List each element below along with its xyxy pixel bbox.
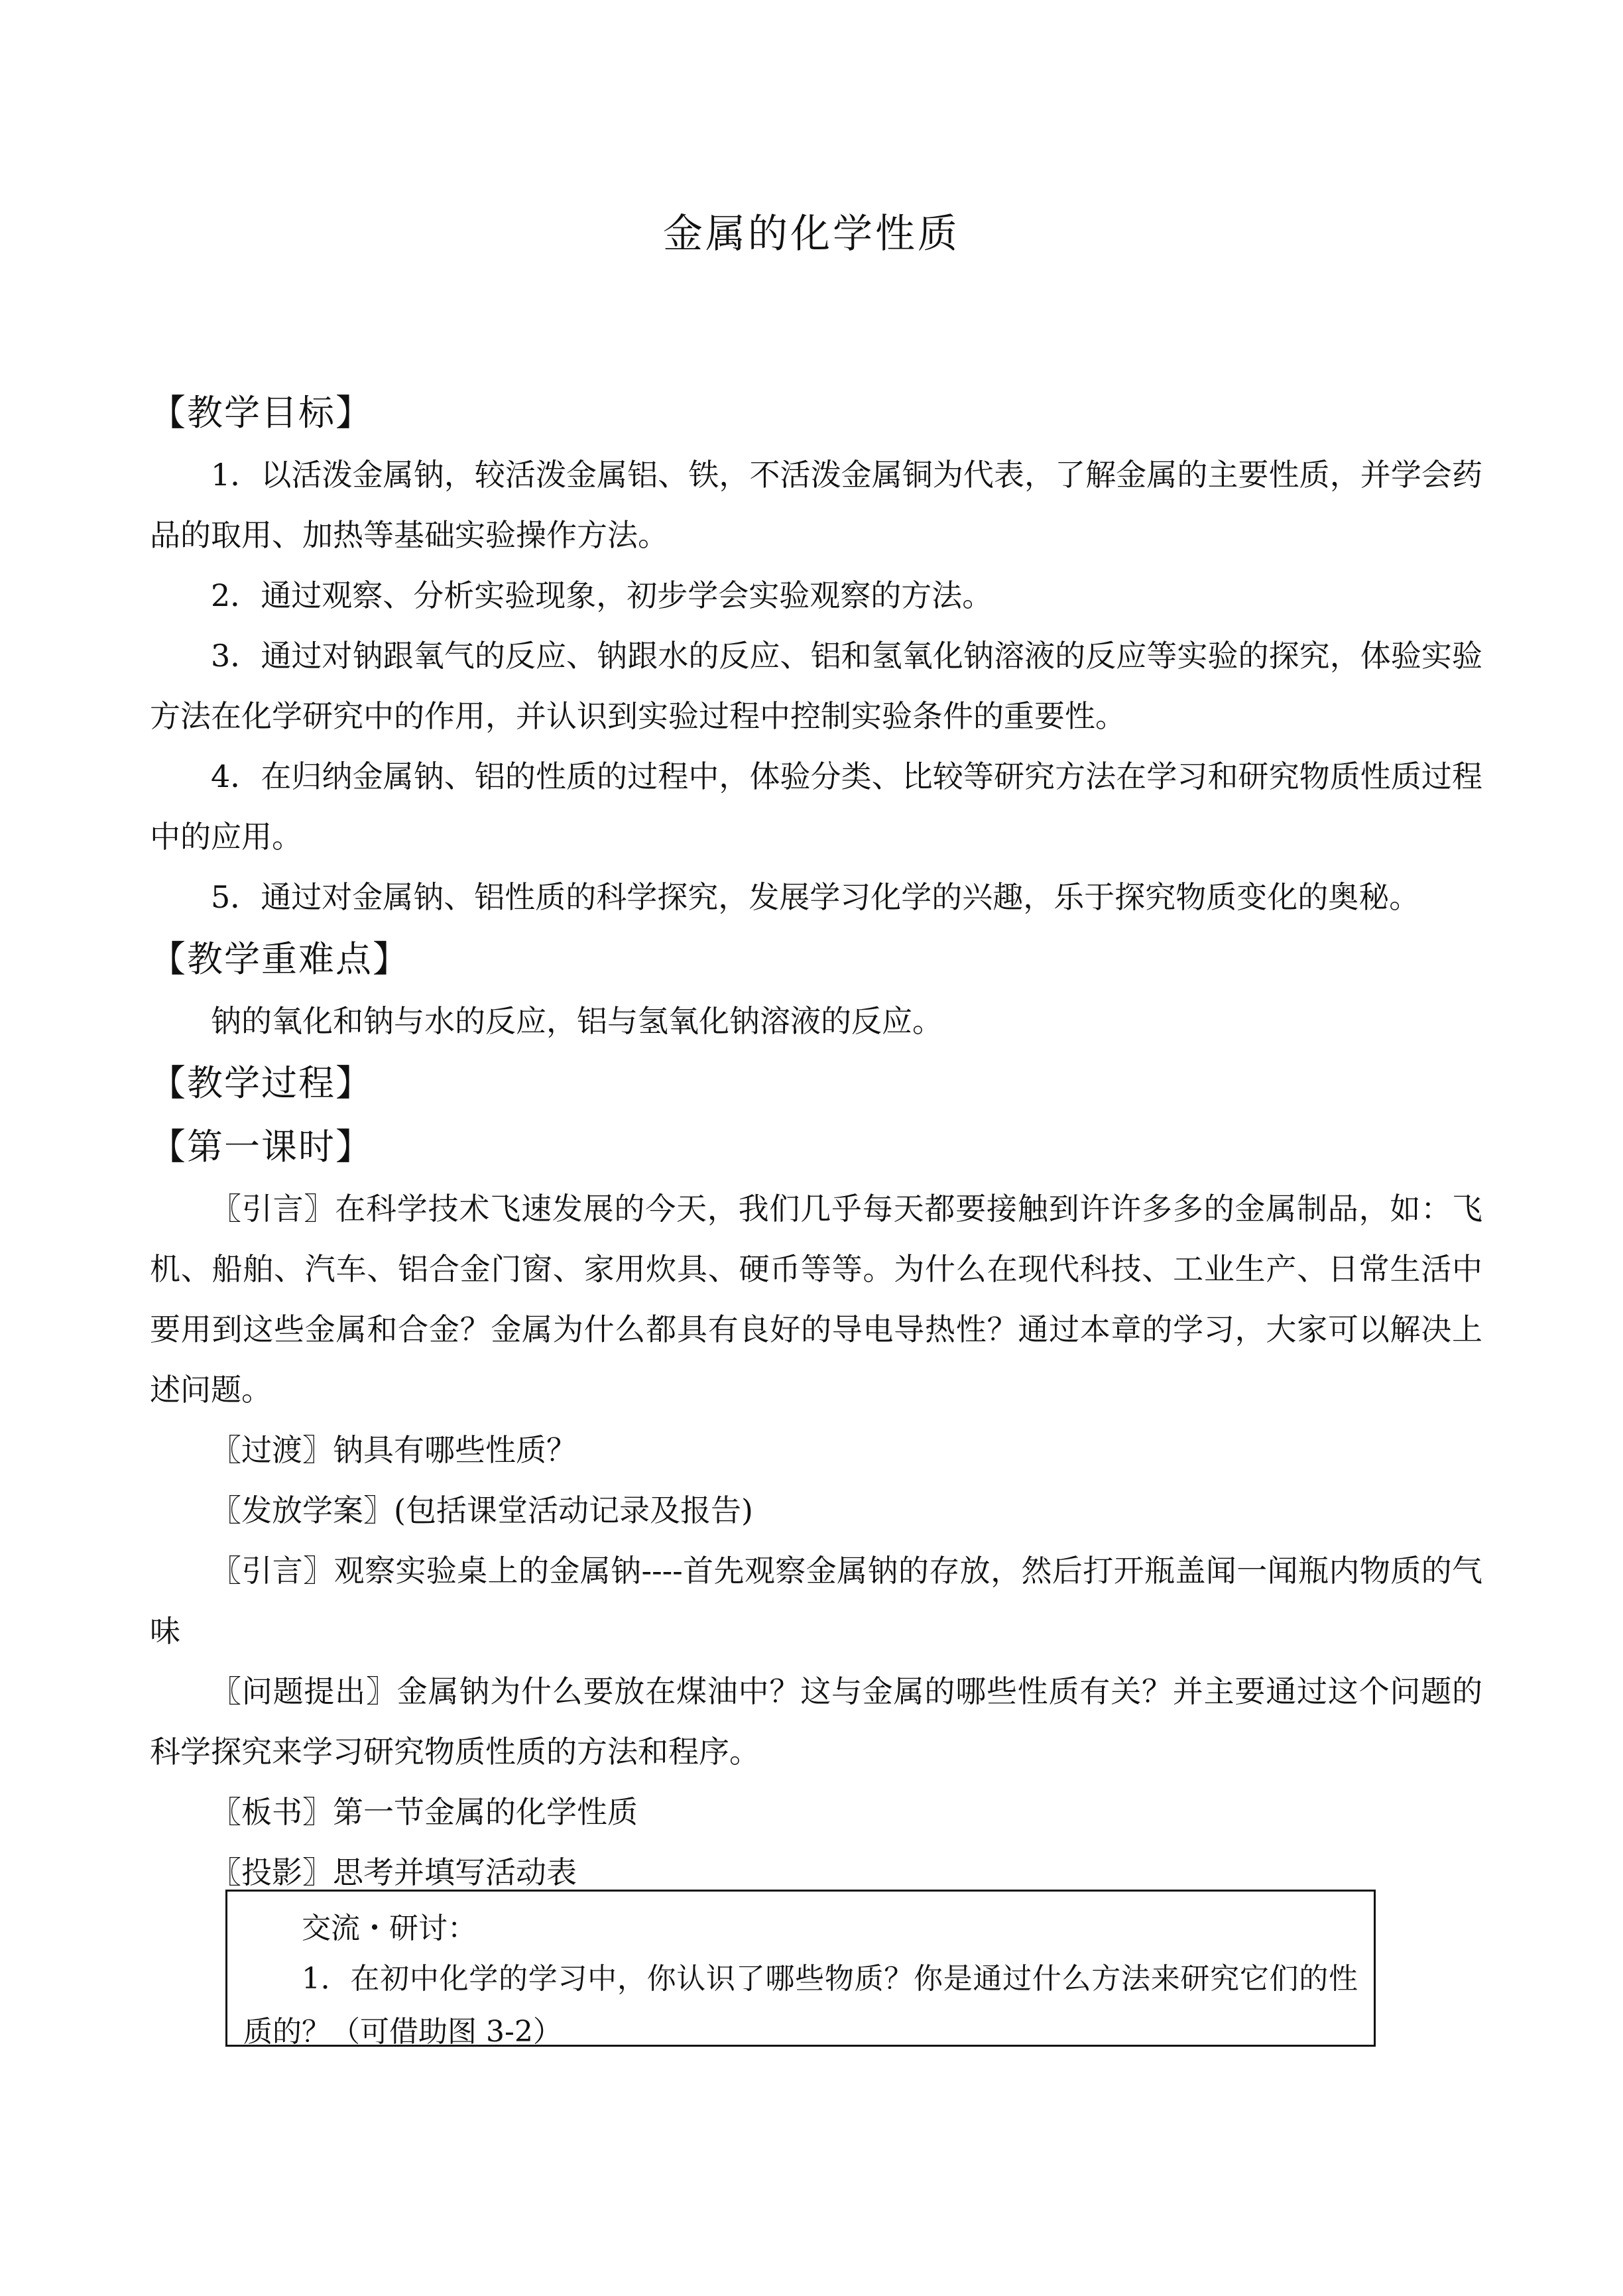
document-body bbox=[150, 381, 1482, 1903]
lesson-paragraph-board: 〖板书〗第一节金属的化学性质 bbox=[211, 1794, 638, 1830]
discussion-box-text: 1．在初中化学的学习中，你认识了哪些物质？你是通过什么方法来研究它们的性质的？（可借助图 3-2） bbox=[243, 1962, 1358, 2049]
discussion-box-title: 交流・研讨： bbox=[302, 1911, 477, 1945]
goal-item-3: 3．通过对钠跟氧气的反应、钠跟水的反应、铝和氢氧化钠溶液的反应等实验的探究，体验实验方法在化学研究中的作用，并认识到实验过程中控制实验条件的重要性。 bbox=[150, 638, 1482, 734]
section-heading-key-points: 【教学重难点】 bbox=[150, 938, 410, 980]
key-points-text: 钠的氧化和钠与水的反应，铝与氢氧化钠溶液的反应。 bbox=[211, 1003, 943, 1039]
lesson-paragraph-question: 〖问题提出〗金属钠为什么要放在煤油中？这与金属的哪些性质有关？并主要通过这个问题的科学探究来学习研究物质性质的方法和程序。 bbox=[150, 1673, 1482, 1770]
lesson-paragraph-projection: 〖投影〗思考并填写活动表 bbox=[211, 1854, 577, 1890]
goal-item-1: 1．以活泼金属钠，较活泼金属铝、铁，不活泼金属铜为代表，了解金属的主要性质，并学会药品的取用、加热等基础实验操作方法。 bbox=[150, 457, 1482, 553]
goal-item-5: 5．通过对金属钠、铝性质的科学探究，发展学习化学的兴趣，乐于探究物质变化的奥秘。 bbox=[211, 879, 1420, 915]
lesson-paragraph-handout: 〖发放学案〗(包括课堂活动记录及报告) bbox=[211, 1492, 753, 1528]
section-heading-process: 【教学过程】 bbox=[150, 1062, 373, 1104]
lesson-paragraph-observe: 〖引言〗观察实验桌上的金属钠----首先观察金属钠的存放，然后打开瓶盖闻一闻瓶内物质的气味 bbox=[150, 1553, 1482, 1649]
section-heading-goals: 【教学目标】 bbox=[150, 392, 373, 434]
lesson-paragraph-intro: 〖引言〗在科学技术飞速发展的今天，我们几乎每天都要接触到许许多多的金属制品，如：飞机、船舶、汽车、铝合金门窗、家用炊具、硬币等等。为什么在现代科技、工业生产、日常生活中要用到这些金属和合金？金属为什么都具有良好的导电导热性？通过本章的学习，大家可以解决上述问题。 bbox=[150, 1191, 1482, 1408]
goal-item-4: 4．在归纳金属钠、铝的性质的过程中，体验分类、比较等研究方法在学习和研究物质性质过程中的应用。 bbox=[150, 758, 1482, 855]
lesson-paragraph-transition: 〖过渡〗钠具有哪些性质？ bbox=[211, 1432, 577, 1468]
goal-item-2: 2．通过观察、分析实验现象，初步学会实验观察的方法。 bbox=[211, 577, 993, 613]
document-title: 金属的化学性质 bbox=[663, 211, 960, 257]
section-heading-first-lesson: 【第一课时】 bbox=[150, 1126, 373, 1168]
discussion-box bbox=[225, 1890, 1376, 2047]
